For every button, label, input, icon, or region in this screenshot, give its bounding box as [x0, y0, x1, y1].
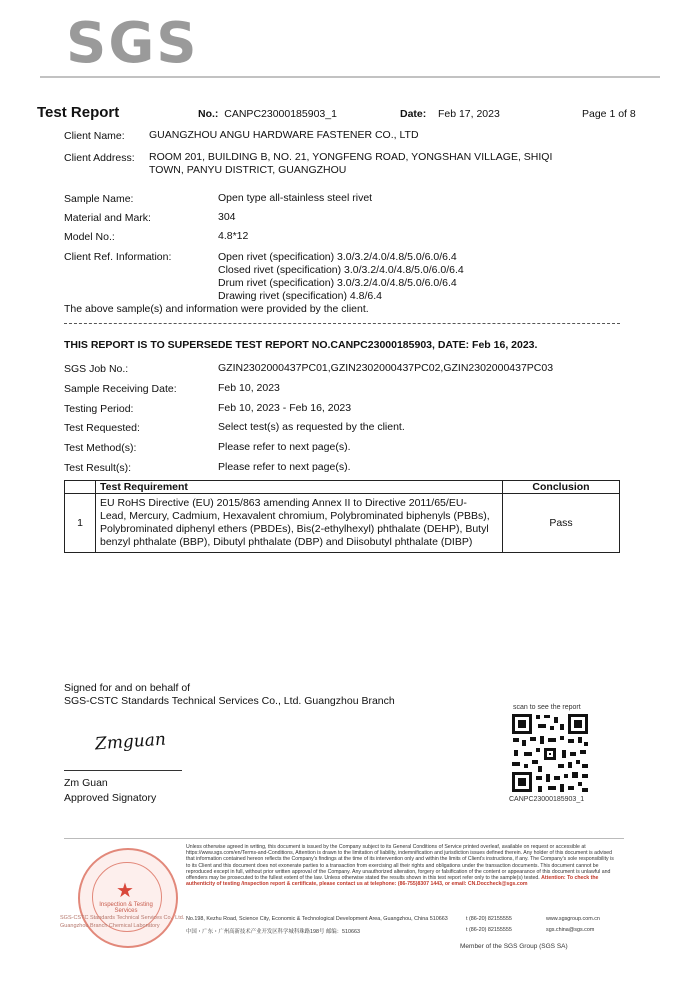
requirement-line: Polybrominated diphenyl ethers (PBDEs), Bis(2-ethylhexyl) phthalate (DEHP), Butyl	[100, 523, 489, 535]
test-requirement-table	[64, 480, 620, 553]
row-number: 1	[65, 494, 96, 553]
stamp-line: SGS-CSTC Standards Technical Services Co., Ltd.	[60, 915, 185, 921]
sgs-logo: SGS	[66, 11, 199, 76]
model-label: Model No.:	[64, 231, 115, 243]
signed-on-behalf	[64, 682, 395, 708]
legal-fine-print	[186, 844, 614, 887]
logo-divider	[40, 76, 660, 78]
supersede-notice: THIS REPORT IS TO SUPERSEDE TEST REPORT NO.CANPC23000185903, DATE: Feb 16, 2023.	[64, 339, 538, 351]
signatory	[64, 776, 156, 806]
table-header-blank	[65, 481, 96, 494]
material-value: 304	[218, 211, 236, 223]
stamp-side-text	[60, 914, 184, 930]
email-link[interactable]: sgs.china@sgs.com	[546, 927, 595, 933]
client-address-label: Client Address:	[64, 152, 135, 164]
client-name-value: GUANGZHOU ANGU HARDWARE FASTENER CO., LTD	[149, 129, 419, 141]
phone-line: t (86-20) 82155555	[466, 916, 512, 922]
client-ref-line: Drawing rivet (specification) 4.8/6.4	[218, 290, 382, 302]
requirement-line: Lead, Mercury, Cadmium, Hexavalent chromium, Polybrominated biphenyls (PBBs),	[100, 510, 490, 522]
client-ref-line: Closed rivet (specification) 3.0/3.2/4.0/4.8/5.0/6.0/6.4	[218, 264, 464, 276]
provided-note: The above sample(s) and information were provided by the client.	[64, 303, 369, 315]
phone-line: t (86-20) 82155555	[466, 927, 512, 933]
testing-period-label: Testing Period:	[64, 403, 134, 415]
seal-caption: Inspection & Testing Services	[99, 902, 153, 914]
client-ref-label: Client Ref. Information:	[64, 251, 172, 263]
model-value: 4.8*12	[218, 230, 249, 242]
address-english: No.198, Kezhu Road, Science City, Economic & Technological Development Area, Guangzhou, China 510663	[186, 916, 448, 922]
requirement-text	[96, 494, 503, 553]
table-header-conclusion: Conclusion	[503, 481, 620, 494]
signed-line: Signed for and on behalf of	[64, 682, 191, 694]
client-name-label: Client Name:	[64, 130, 125, 142]
footer-divider	[64, 838, 624, 839]
table-header-row	[65, 481, 620, 494]
client-address-line1: ROOM 201, BUILDING B, NO. 21, YONGFENG ROAD, YONGSHAN VILLAGE, SHIQI	[149, 151, 553, 163]
stamp-line: Guangzhou Branch Chemical Laboratory	[60, 923, 160, 929]
test-result-value: Please refer to next page(s).	[218, 461, 351, 473]
report-date: Date: Feb 17, 2023	[400, 108, 500, 120]
table-header-requirement: Test Requirement	[96, 481, 503, 494]
address-chinese: 中国・广东・广州高新技术产业开发区科学城科珠路198号 邮编：510663	[186, 929, 361, 935]
test-requested-value: Select test(s) as requested by the client.	[218, 421, 405, 433]
test-method-value: Please refer to next page(s).	[218, 441, 351, 453]
qr-code-icon[interactable]	[510, 712, 590, 794]
receiving-date-value: Feb 10, 2023	[218, 382, 280, 394]
signed-company: SGS-CSTC Standards Technical Services Co., Ltd. Guangzhou Branch	[64, 695, 395, 707]
report-title: Test Report	[37, 104, 120, 121]
signatory-title: Approved Signatory	[64, 792, 157, 804]
table-row	[65, 494, 620, 553]
report-number: No.: CANPC23000185903_1	[198, 108, 337, 120]
website-link[interactable]: www.sgsgroup.com.cn	[546, 916, 600, 922]
conclusion-value: Pass	[503, 494, 620, 553]
member-notice: Member of the SGS Group (SGS SA)	[460, 943, 568, 950]
signature-line	[64, 770, 182, 771]
client-address-line2: TOWN, PANYU DISTRICT, GUANGZHOU	[149, 164, 347, 176]
job-no-value: GZIN2302000437PC01,GZIN2302000437PC02,GZIN2302000437PC03	[218, 362, 554, 374]
test-requested-label: Test Requested:	[64, 422, 140, 434]
test-method-label: Test Method(s):	[64, 442, 137, 454]
client-ref-line: Open rivet (specification) 3.0/3.2/4.0/4.8/5.0/6.0/6.4	[218, 251, 457, 263]
qr-caption-bottom: CANPC23000185903_1	[509, 796, 585, 803]
test-result-label: Test Result(s):	[64, 462, 132, 474]
material-label: Material and Mark:	[64, 212, 151, 224]
sample-name-label: Sample Name:	[64, 193, 134, 205]
qr-caption-top: scan to see the report	[513, 704, 581, 711]
testing-period-value: Feb 10, 2023 - Feb 16, 2023	[218, 402, 352, 414]
sample-name-value: Open type all-stainless steel rivet	[218, 192, 373, 204]
requirement-line: benzyl phthalate (BBP), Dibutyl phthalate (DBP) and Diisobutyl phthalate (DIBP)	[100, 536, 473, 548]
requirement-line: EU RoHS Directive (EU) 2015/863 amending Annex II to Directive 2011/65/EU-	[100, 497, 467, 509]
handwritten-signature: Zmguan	[94, 729, 167, 755]
signatory-name: Zm Guan	[64, 777, 108, 789]
job-no-label: SGS Job No.:	[64, 363, 129, 375]
authenticity-notice: Attention: To check the authenticity of testing /inspection report & certificate, please contact us at telephone: (86-755)8307 1443, or email: CN.Doccheck@sgs.com	[186, 875, 599, 888]
fine-print-text: Unless otherwise agreed in writing, this document is issued by the Company subject to its General Conditions of Service printed overleaf, available on request or accessible at https://www.sgs.com/en/Terms-and-Conditions, Attention is drawn to the limitation of liability, indemnification and jurisdiction issues defined therein. Any holder of this document is advised that information contained hereon reflects the Company's findings at the time of its intervention only and within the limits of Client's instructions, if any. The Company's sole responsibility is to its Client and this document does not exonerate parties to a transaction from exercising all their rights and obligations under the transaction documents. This document cannot be reproduced except in full, without prior written approval of the Company. Any unauthorized alteration, forgery or falsification of the content or appearance of this document is unlawful and offenders may be prosecuted to the fullest extent of the law. Unless otherwise stated the results shown in this test report refer only to the sample(s) tested.	[186, 844, 614, 882]
seal-star-icon: ★	[116, 880, 134, 902]
receiving-date-label: Sample Receiving Date:	[64, 383, 177, 395]
page-indicator: Page 1 of 8	[582, 108, 636, 120]
dashed-divider	[64, 323, 620, 324]
client-ref-line: Drum rivet (specification) 3.0/3.2/4.0/4.8/5.0/6.0/6.4	[218, 277, 457, 289]
